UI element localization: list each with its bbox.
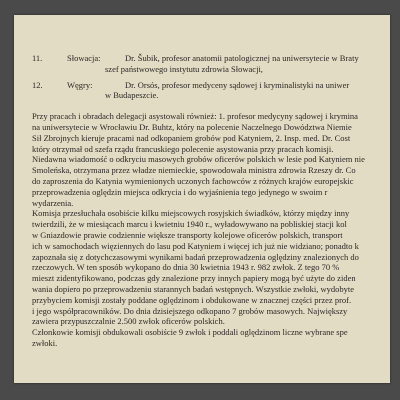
entry-number: 11. [32,53,43,63]
paragraph-line: zapoznała się z dotychczasowymi wynikami badań przeprowadzenia oględziny znalezionych do [32,251,359,262]
paragraph-line: który otrzymał od szefa rządu francuskiego polecenie asystowania przy pracach komisji. [32,143,334,154]
document-page [14,15,390,383]
paragraph-line: mieszt zidentyfikowano, podczas gdy znalezione przy innych papiery mogą być użyte do ziden [32,273,356,284]
paragraph-line: rzeczowych. W ten sposób wykopano do dnia 30 kwietnia 1943 r. 982 zwłok. Z tego 70 % [32,262,340,273]
paragraph-witnesses [32,208,390,327]
paragraph-line: do zaproszenia do Katynia wymienionych uczonych fachowców z różnych krajów europejskic [32,175,354,186]
entry-line: Dr. Šubik, profesor anatomii patologicznej na uniwersytecie w Braty [125,53,359,63]
paragraph-line: twierdzili, że w miesiącach marcu i kwietniu 1940 r., wyładowywano na pobliskiej stacji kol [32,219,347,230]
paragraph-line: i jego współpracowników. Do dnia dzisiejszego odkopano 7 grobów masowych. Największy [32,305,348,316]
paragraph-line: na uniwersytecie w Wrocławiu Dr. Buhtz, który na polecenie Naczelnego Dowództwa Niemie [32,121,352,132]
paragraph-line: zwłoki. [32,337,58,348]
paragraph-assistants [32,111,390,154]
paragraph-line: w Gniazdowie prawie codziennie większe transporty kolejowe oficerów polskich, transport [32,229,343,240]
entry-country: Słowacja: [67,53,101,63]
entry-slovakia [32,53,390,75]
paragraph-line: Sił Zbrojnych kieruje pracami nad odkopaniem grobów pod Katyniem, 2. Insp. med. Dr. Cost [32,132,351,143]
paragraph-line: zawiera przypuszczalnie 2.500 zwłok oficerów polskich. [32,316,225,327]
paragraph-line: Smoleńska, otrzymana przez władze niemieckie, spowodowała ministra zdrowia Rzeszy dr. Co [32,165,356,176]
paragraph-line: ich w samochodach więziennych do lasu pod Katyniem i więcej ich już nie widziano; ponadto k [32,240,359,251]
entry-country: Węgry: [67,79,93,90]
paragraph-discovery [32,154,390,208]
entry-hungary [32,80,390,102]
paragraph-line: wydarzenia. [32,197,74,208]
entry-line: w Budapeszcie. [105,90,159,101]
paragraph-line: przybyciem komisji zostały poddane oględzinom i obdukowane w znacznej części przez prof. [32,294,352,305]
paragraph-autopsies [32,327,390,349]
paragraph-line: Przy pracach i obradach delegacji asystowali również: 1. profesor medycyny sądowej i krymina [32,111,358,122]
page-content [14,15,390,383]
paragraph-line: Niedawna wiadomość o odkryciu masowych grobów oficerów polskich w lesie pod Katyniem nie [32,154,365,165]
entry-line: Dr. Orsós, profesor medyceny sądowej i kryminalistyki na uniwer [125,79,350,90]
paragraph-line: wania dopiero po przeprowadzeniu starannych badań wstępnych. Wszystkie zwłoki, wydobyte [32,283,355,294]
paragraph-line: Członkowie komisji obdukowali osobiście 9 zwłok i poddali oględzinom liczne wybrane spe [32,327,348,338]
paragraph-line: przeprowadzenia oględzin miejsca odkrycia i do wyjaśnienia tego jedynego w swoim r [32,186,328,197]
entry-line: szef państwowego instytutu zdrowia Słowacji, [105,63,263,74]
entry-number: 12. [32,79,43,90]
paragraph-line: Komisja przesłuchała osobiście kilku miejscowych rosyjskich świadków, którzy między inny [32,208,350,219]
